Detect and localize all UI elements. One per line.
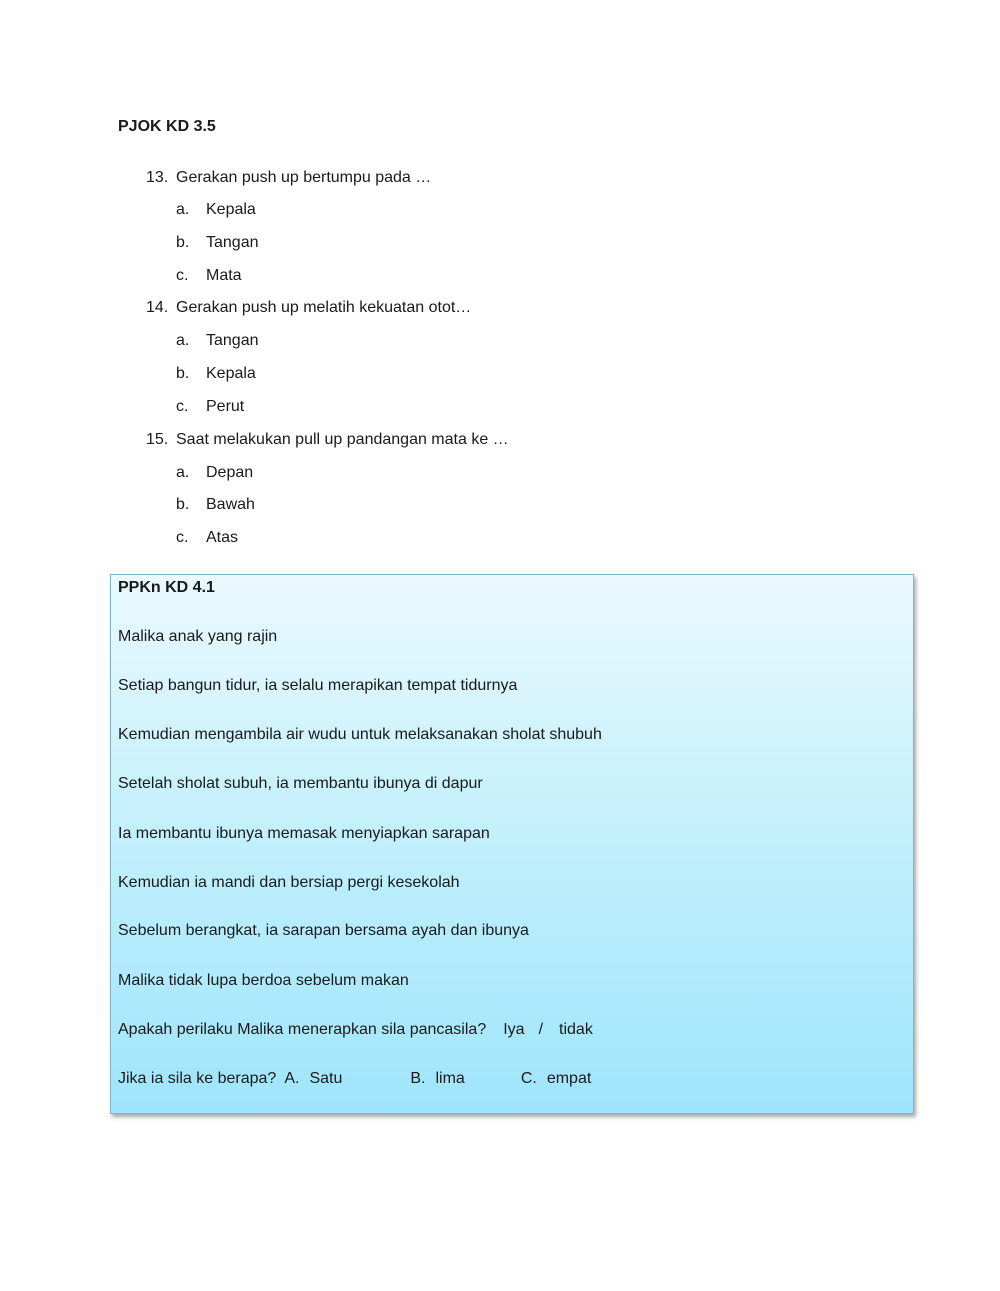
option-letter: C.: [520, 1070, 537, 1087]
answer-no[interactable]: tidak: [559, 1021, 593, 1038]
option-text: lima: [435, 1070, 465, 1087]
option-letter: c.: [176, 529, 189, 546]
story-line: Kemudian mengambila air wudu untuk melaksanakan sholat shubuh: [118, 726, 602, 743]
option-text: Tangan: [206, 234, 259, 251]
question-text: Jika ia sila ke berapa?: [118, 1070, 277, 1087]
answer-c[interactable]: [521, 1070, 591, 1087]
story-line: Kemudian ia mandi dan bersiap pergi kesekolah: [118, 874, 460, 891]
question-13: [146, 169, 431, 187]
option-13c: [176, 267, 242, 285]
question-number: 14.: [146, 299, 169, 316]
question-number: 15.: [146, 431, 169, 448]
option-14c: [176, 398, 244, 416]
answer-separator: /: [538, 1021, 544, 1038]
pjok-title: PJOK KD 3.5: [118, 118, 216, 135]
option-letter: A.: [284, 1070, 300, 1087]
option-text: empat: [546, 1070, 592, 1087]
option-text: Depan: [206, 464, 254, 481]
option-text: Satu: [309, 1070, 343, 1087]
option-letter: c.: [176, 267, 189, 284]
answer-yes[interactable]: Iya: [503, 1021, 525, 1038]
story-line: Malika tidak lupa berdoa sebelum makan: [118, 972, 409, 989]
option-15c: [176, 529, 238, 547]
story-line: Setelah sholat subuh, ia membantu ibunya di dapur: [118, 775, 483, 792]
question-text: Gerakan push up bertumpu pada …: [176, 169, 432, 186]
option-letter: b.: [176, 365, 190, 382]
option-letter: a.: [176, 332, 190, 349]
question-number: 13.: [146, 169, 169, 186]
question-text: Gerakan push up melatih kekuatan otot…: [176, 299, 472, 316]
option-15b: [176, 496, 255, 514]
option-text: Tangan: [206, 332, 259, 349]
option-letter: B.: [410, 1070, 426, 1087]
question-14: [146, 299, 471, 317]
option-14b: [176, 365, 256, 383]
option-letter: a.: [176, 464, 190, 481]
option-text: Mata: [206, 267, 242, 284]
story-line: Malika anak yang rajin: [118, 628, 278, 645]
story-line: Setiap bangun tidur, ia selalu merapikan tempat tidurnya: [118, 677, 518, 694]
question-text: Saat melakukan pull up pandangan mata ke …: [176, 431, 509, 448]
story-line: Ia membantu ibunya memasak menyiapkan sarapan: [118, 825, 490, 842]
story-line: Sebelum berangkat, ia sarapan bersama ayah dan ibunya: [118, 922, 529, 939]
option-letter: b.: [176, 496, 190, 513]
option-letter: c.: [176, 398, 189, 415]
answer-a[interactable]: [284, 1070, 342, 1087]
option-text: Kepala: [206, 365, 256, 382]
option-letter: a.: [176, 201, 190, 218]
question-sila-number: [118, 1070, 591, 1088]
option-text: Kepala: [206, 201, 256, 218]
option-text: Perut: [206, 398, 245, 415]
option-13b: [176, 234, 259, 252]
option-13a: [176, 201, 256, 219]
question-sila: [118, 1021, 593, 1039]
question-text: Apakah perilaku Malika menerapkan sila pancasila?: [118, 1021, 487, 1038]
answer-b[interactable]: [410, 1070, 464, 1087]
question-15: [146, 431, 509, 449]
ppkn-box: [110, 574, 914, 1114]
option-text: Atas: [206, 529, 239, 546]
option-14a: [176, 332, 259, 350]
ppkn-title: PPKn KD 4.1: [118, 579, 215, 596]
option-15a: [176, 464, 253, 482]
option-text: Bawah: [206, 496, 255, 513]
option-letter: b.: [176, 234, 190, 251]
